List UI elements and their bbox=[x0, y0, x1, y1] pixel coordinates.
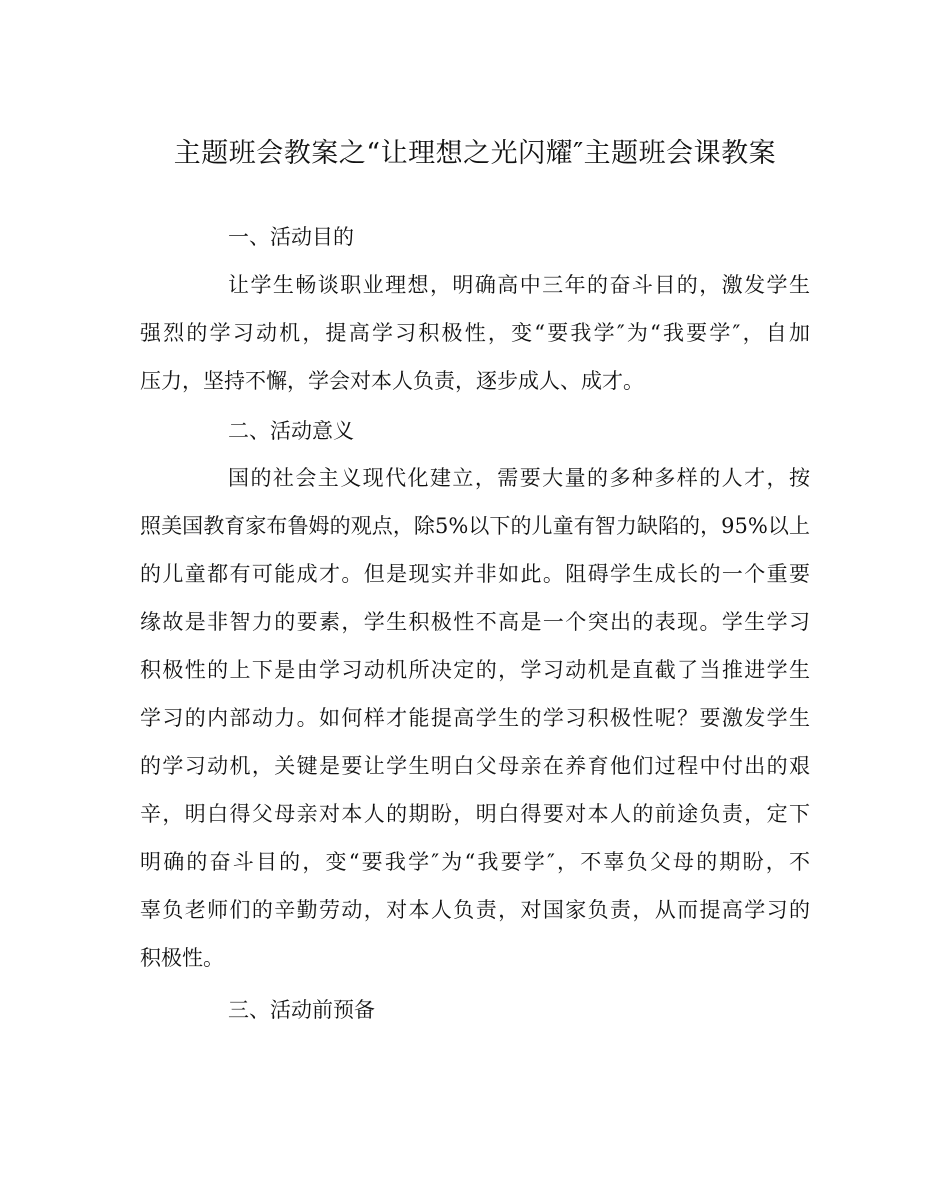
paragraph-line: 缘故是非智力的要素，学生积极性不高是一个突出的表现。学生学习 bbox=[140, 610, 810, 634]
paragraph-line: 照美国教育家布鲁姆的观点，除5%以下的儿童有智力缺陷的，95%以上 bbox=[140, 514, 810, 538]
paragraph-line: 的儿童都有可能成才。但是现实并非如此。阻碍学生成长的一个重要 bbox=[140, 562, 810, 586]
section-heading-preparation: 三、活动前预备 bbox=[228, 998, 375, 1022]
paragraph-line: 辜负老师们的辛勤劳动，对本人负责，对国家负责，从而提高学习的 bbox=[140, 898, 810, 922]
paragraph-line: 积极性的上下是由学习动机所决定的，学习动机是直截了当推进学生 bbox=[140, 658, 810, 682]
paragraph-line: 辛，明白得父母亲对本人的期盼，明白得要对本人的前途负责，定下 bbox=[140, 802, 810, 826]
section-heading-significance: 二、活动意义 bbox=[228, 419, 354, 443]
section-heading-purpose: 一、活动目的 bbox=[228, 225, 354, 249]
paragraph-line: 国的社会主义现代化建立，需要大量的多种多样的人才，按 bbox=[228, 466, 810, 490]
paragraph-line: 强烈的学习动机，提高学习积极性，变“要我学″为“我要学″，自加 bbox=[140, 321, 810, 345]
paragraph-line: 积极性。 bbox=[140, 946, 224, 970]
paragraph-line: 让学生畅谈职业理想，明确高中三年的奋斗目的，激发学生 bbox=[228, 273, 810, 297]
paragraph-line: 的学习动机，关键是要让学生明白父母亲在养育他们过程中付出的艰 bbox=[140, 754, 810, 778]
paragraph-line: 明确的奋斗目的，变“要我学″为“我要学″，不辜负父母的期盼，不 bbox=[140, 850, 810, 874]
paragraph-line: 学习的内部动力。如何样才能提高学生的学习积极性呢？要激发学生 bbox=[140, 706, 810, 730]
paragraph-line: 压力，坚持不懈，学会对本人负责，逐步成人、成才。 bbox=[140, 369, 644, 393]
document-title: 主题班会教案之“让理想之光闪耀″主题班会课教案 bbox=[173, 138, 777, 169]
